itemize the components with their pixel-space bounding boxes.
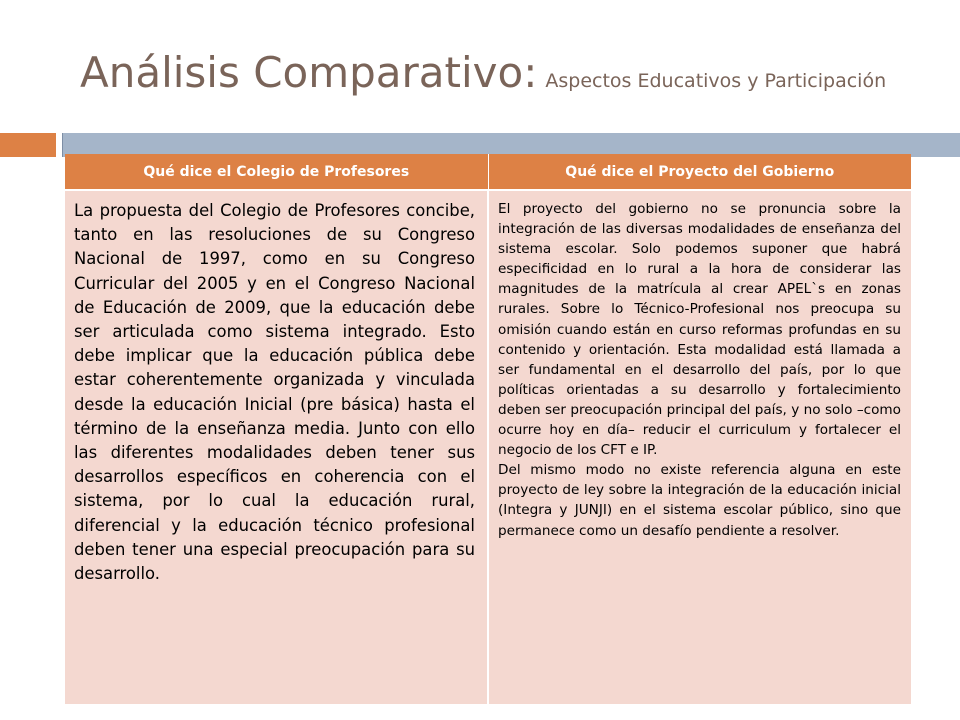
- table-header-row: [65, 154, 911, 190]
- proyecto-gobierno-paragraph-1: El proyecto del gobierno no se pronuncia sobre la integración de las diversas modalidades de enseñanza del sistema escolar. Solo podemos suponer que habrá especificidad en lo rural a la hora de considerar las magnitudes de la matrícula al crear APEL`s en zonas rurales. Sobre lo Técnico-Profesional nos preocupa su omisión cuando están en curso reformas profundas en su contenido y orientación. Esta modalidad está llamada a ser fundamental en el desarrollo del país, por lo que políticas orientadas a su desarrollo y fortalecimiento deben ser preocupación principal del país, y no solo –como ocurre hoy en día– reducir el curriculum y fortalecer el negocio de los CFT e IP.: [498, 201, 901, 459]
- slide-title: [80, 48, 940, 97]
- proyecto-gobierno-cell: [488, 190, 911, 704]
- colegio-profesores-text: La propuesta del Colegio de Profesores concibe, tanto en las resoluciones de su Congreso Nacional de 1997, como en su Congreso Curricular del 2005 y en el Congreso Nacional de Educación de 2009, que la educación debe ser articulada como sistema integrado. Esto debe implicar que la educación pública debe estar coherentemente organizada y vinculada desde la educación Inicial (pre básica) hasta el término de la enseñanza media. Junto con ello las diferentes modalidades deben tener sus desarrollos específicos en coherencia con el sistema, por lo cual la educación rural, diferencial y la educación técnico profesional deben tener una especial preocupación para su desarrollo.: [65, 190, 488, 704]
- proyecto-gobierno-paragraph-2: Del mismo modo no existe referencia alguna en este proyecto de ley sobre la integración de la educación inicial (Integra y JUNJI) en el sistema escolar público, sino que permanece como un desafío pendiente a resolver.: [498, 462, 901, 539]
- table-row: [65, 190, 911, 704]
- accent-bar-orange: [0, 133, 56, 157]
- header-proyecto-gobierno: Qué dice el Proyecto del Gobierno: [488, 154, 911, 190]
- accent-bar-divider: [62, 133, 63, 157]
- comparison-table: [65, 154, 911, 704]
- slide-title-main: Análisis Comparativo:: [80, 48, 538, 97]
- header-colegio-profesores: Qué dice el Colegio de Profesores: [65, 154, 488, 190]
- slide-title-subtitle: Aspectos Educativos y Participación: [545, 70, 887, 92]
